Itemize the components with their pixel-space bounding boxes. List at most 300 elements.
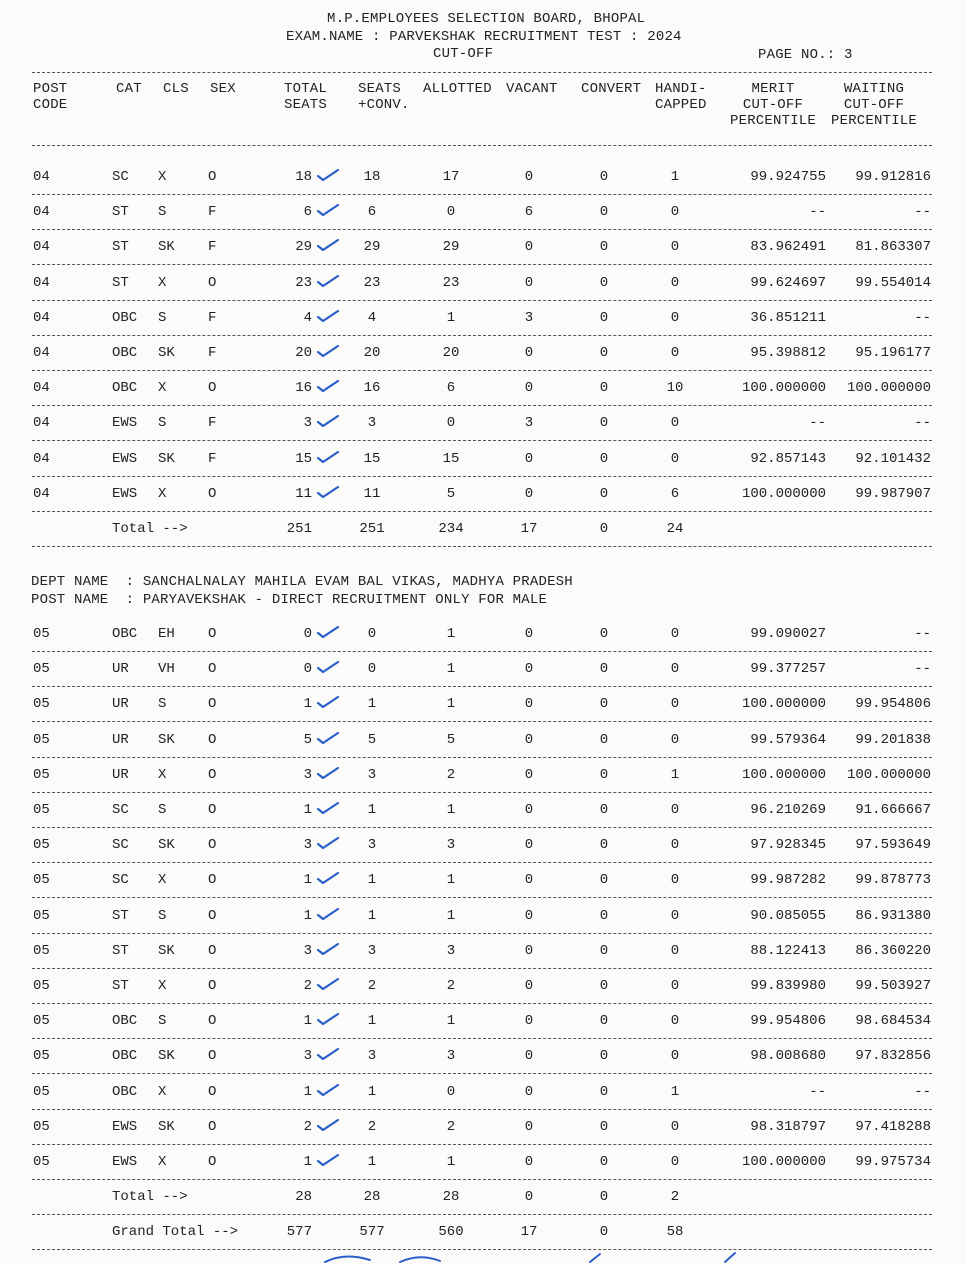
table-row [0, 732, 966, 752]
cell-waiting-cutoff: 100.000000 [846, 766, 931, 783]
table-row [0, 486, 966, 506]
cell-total-seats: 1 [303, 907, 312, 924]
cell-vacant: 0 [524, 978, 534, 994]
cell-merit-cutoff: 99.839980 [750, 978, 826, 994]
row-divider [32, 897, 932, 898]
cell-handicapped: 0 [670, 731, 680, 748]
cell-cat: EWS [112, 450, 138, 467]
cell-allotted: 1 [446, 1013, 456, 1030]
col-total-seats: TOTAL SEATS [284, 81, 328, 113]
cell-cat: SC [112, 872, 129, 889]
cell-sex: O [208, 731, 217, 748]
row-divider [32, 476, 932, 477]
cell-waiting-cutoff: 95.196177 [855, 345, 931, 361]
cell-sex: O [208, 169, 217, 185]
table-row [0, 239, 966, 259]
cell-handicapped: 0 [670, 1154, 680, 1170]
page-number: PAGE NO.: 3 [758, 47, 853, 63]
row-divider [32, 1038, 932, 1039]
cell-cat: EWS [112, 415, 138, 432]
cell-cls: S [158, 415, 167, 432]
cell-post-code: 05 [33, 1118, 50, 1135]
checkmark-icon [316, 167, 340, 183]
col-post-code: POST CODE [33, 81, 68, 113]
cell-vacant: 0 [524, 345, 534, 361]
table-row [0, 837, 966, 857]
table-row [0, 1013, 966, 1033]
table-row [0, 767, 966, 787]
cell-handicapped: 0 [670, 1048, 680, 1065]
cell-cat: UR [112, 731, 129, 748]
table-row [0, 696, 966, 716]
row-divider [32, 194, 932, 195]
cell-seats-conv: 29 [363, 239, 381, 256]
cell-vacant: 0 [524, 1083, 534, 1100]
cell-allotted: 1 [446, 872, 456, 889]
cell-merit-cutoff: 100.000000 [741, 766, 826, 783]
cell-vacant: 0 [524, 380, 534, 397]
table-row [0, 310, 966, 330]
cell-handicapped: 0 [670, 309, 680, 326]
col-allotted: ALLOTTED [423, 81, 492, 97]
cell-merit-cutoff: 88.122413 [750, 942, 826, 959]
cell-handicapped: 0 [670, 450, 680, 467]
checkmark-icon [316, 835, 340, 851]
row-divider [32, 370, 932, 371]
cell-cls: VH [158, 661, 175, 678]
row-divider [32, 1144, 932, 1145]
post-name: POST NAME : PARYAVEKSHAK - DIRECT RECRUITMENT ONLY FOR MALE [31, 592, 548, 608]
cell-sex: O [208, 274, 217, 291]
checkmark-icon [316, 202, 340, 218]
cell-handicapped: 1 [670, 766, 680, 783]
total-value: 28 [442, 1189, 460, 1206]
cell-post-code: 05 [33, 1013, 50, 1030]
cell-cat: ST [112, 239, 129, 256]
total-row [0, 521, 966, 541]
cell-handicapped: 0 [670, 907, 680, 924]
table-row [0, 380, 966, 400]
cell-total-seats: 5 [303, 731, 312, 748]
cell-post-code: 05 [33, 766, 50, 783]
checkmark-icon [316, 343, 340, 359]
cell-cat: ST [112, 274, 129, 291]
cell-sex: O [208, 1013, 217, 1030]
cell-cat: ST [112, 204, 129, 221]
row-divider [32, 721, 932, 722]
total-value: 17 [520, 521, 538, 537]
table-row [0, 169, 966, 189]
cell-cls: X [158, 274, 167, 291]
cell-waiting-cutoff: 99.201838 [855, 731, 931, 748]
total-value: 251 [286, 521, 312, 537]
cell-allotted: 15 [442, 450, 460, 467]
total-value: 577 [359, 1224, 385, 1241]
cell-seats-conv: 11 [363, 485, 381, 502]
cell-total-seats: 6 [303, 204, 312, 221]
cell-allotted: 2 [446, 766, 456, 783]
checkmark-icon [316, 941, 340, 957]
cell-cls: SK [158, 731, 175, 748]
cell-total-seats: 20 [295, 345, 312, 361]
board-title: M.P.EMPLOYEES SELECTION BOARD, BHOPAL [327, 11, 646, 27]
cell-merit-cutoff: -- [809, 1083, 826, 1100]
cell-total-seats: 3 [303, 837, 312, 854]
cell-cls: SK [158, 1048, 175, 1065]
cell-handicapped: 0 [670, 274, 680, 291]
cell-allotted: 29 [442, 239, 460, 256]
cell-convert: 0 [599, 345, 609, 361]
row-divider [32, 440, 932, 441]
cell-cat: OBC [112, 309, 138, 326]
cell-cls: SK [158, 1118, 175, 1135]
cell-waiting-cutoff: -- [914, 1083, 931, 1100]
checkmark-icon [316, 273, 340, 289]
row-divider [32, 686, 932, 687]
cell-cat: OBC [112, 1013, 138, 1030]
row-divider [32, 335, 932, 336]
checkmark-icon [316, 800, 340, 816]
cell-cls: SK [158, 239, 175, 256]
row-divider [32, 933, 932, 934]
cell-total-seats: 0 [303, 661, 312, 678]
exam-name: EXAM.NAME : PARVEKSHAK RECRUITMENT TEST : 2024 [286, 29, 682, 45]
cell-allotted: 1 [446, 309, 456, 326]
cell-sex: O [208, 978, 217, 994]
row-divider [32, 827, 932, 828]
table-row [0, 1084, 966, 1104]
cell-vacant: 0 [524, 661, 534, 678]
cell-post-code: 05 [33, 1083, 50, 1100]
cell-sex: O [208, 696, 217, 713]
table-row [0, 345, 966, 365]
cell-merit-cutoff: 100.000000 [741, 696, 826, 713]
cell-waiting-cutoff: 81.863307 [855, 239, 931, 256]
cell-total-seats: 16 [295, 380, 312, 397]
cell-waiting-cutoff: 97.832856 [855, 1048, 931, 1065]
cell-post-code: 04 [33, 345, 50, 361]
cell-cls: S [158, 696, 167, 713]
cell-seats-conv: 3 [367, 837, 377, 854]
cell-sex: O [208, 907, 217, 924]
total-value: 24 [666, 521, 684, 537]
cell-cat: UR [112, 661, 129, 678]
total-label: Grand Total --> [112, 1224, 239, 1241]
cell-convert: 0 [599, 626, 609, 642]
cell-vacant: 3 [524, 309, 534, 326]
cell-convert: 0 [599, 450, 609, 467]
cell-handicapped: 10 [666, 380, 684, 397]
cell-cat: OBC [112, 1048, 138, 1065]
cell-cls: S [158, 802, 167, 818]
cell-cat: UR [112, 696, 129, 713]
cell-allotted: 5 [446, 485, 456, 502]
cell-sex: O [208, 766, 217, 783]
cell-sex: O [208, 872, 217, 889]
checkmark-icon [316, 659, 340, 675]
cell-total-seats: 1 [303, 1013, 312, 1030]
cell-cat: OBC [112, 345, 138, 361]
cell-total-seats: 1 [303, 1083, 312, 1100]
cell-seats-conv: 1 [367, 696, 377, 713]
cell-sex: F [208, 450, 217, 467]
row-divider [32, 511, 932, 512]
cell-post-code: 04 [33, 380, 50, 397]
cell-merit-cutoff: 97.928345 [750, 837, 826, 854]
cell-cls: X [158, 1154, 167, 1170]
cell-allotted: 0 [446, 1083, 456, 1100]
cell-allotted: 1 [446, 661, 456, 678]
cell-cls: SK [158, 942, 175, 959]
cell-post-code: 04 [33, 169, 50, 185]
cell-allotted: 23 [442, 274, 460, 291]
table-row [0, 275, 966, 295]
cell-seats-conv: 3 [367, 415, 377, 432]
cell-waiting-cutoff: 99.554014 [855, 274, 931, 291]
cell-waiting-cutoff: 99.987907 [855, 485, 931, 502]
checkmark-icon [316, 694, 340, 710]
cell-cat: OBC [112, 1083, 138, 1100]
total-value: 17 [520, 1224, 538, 1241]
cell-post-code: 05 [33, 626, 50, 642]
cell-waiting-cutoff: -- [914, 309, 931, 326]
cell-cls: EH [158, 626, 175, 642]
cell-handicapped: 6 [670, 485, 680, 502]
cell-allotted: 1 [446, 696, 456, 713]
cell-sex: O [208, 1154, 217, 1170]
cell-convert: 0 [599, 696, 609, 713]
cell-post-code: 04 [33, 415, 50, 432]
cell-handicapped: 0 [670, 872, 680, 889]
cell-handicapped: 1 [670, 1083, 680, 1100]
cell-total-seats: 18 [295, 169, 312, 185]
cell-vacant: 0 [524, 274, 534, 291]
cell-post-code: 05 [33, 1154, 50, 1170]
cell-cls: S [158, 204, 167, 221]
cell-total-seats: 4 [303, 309, 312, 326]
checkmark-icon [316, 484, 340, 500]
cell-handicapped: 1 [670, 169, 680, 185]
cell-cls: S [158, 907, 167, 924]
cell-post-code: 05 [33, 696, 50, 713]
cell-sex: O [208, 380, 217, 397]
cell-allotted: 0 [446, 204, 456, 221]
cell-seats-conv: 3 [367, 1048, 377, 1065]
cell-convert: 0 [599, 380, 609, 397]
cell-sex: O [208, 802, 217, 818]
cell-vacant: 6 [524, 204, 534, 221]
cell-merit-cutoff: 99.987282 [750, 872, 826, 889]
cell-waiting-cutoff: 86.931380 [855, 907, 931, 924]
cell-sex: O [208, 485, 217, 502]
cell-waiting-cutoff: 97.418288 [855, 1118, 931, 1135]
cell-sex: O [208, 942, 217, 959]
cell-post-code: 05 [33, 837, 50, 854]
cell-cls: SK [158, 837, 175, 854]
cell-sex: O [208, 837, 217, 854]
cell-allotted: 1 [446, 802, 456, 818]
cell-cat: EWS [112, 1154, 138, 1170]
cell-cls: X [158, 485, 167, 502]
cell-seats-conv: 16 [363, 380, 381, 397]
cell-sex: F [208, 204, 217, 221]
cell-seats-conv: 15 [363, 450, 381, 467]
cell-total-seats: 23 [295, 274, 312, 291]
cell-waiting-cutoff: 99.975734 [855, 1154, 931, 1170]
cell-waiting-cutoff: 99.878773 [855, 872, 931, 889]
cell-merit-cutoff: -- [809, 415, 826, 432]
table-row [0, 1048, 966, 1068]
cell-total-seats: 2 [303, 978, 312, 994]
cell-merit-cutoff: 83.962491 [750, 239, 826, 256]
cell-vacant: 0 [524, 837, 534, 854]
cell-cls: X [158, 380, 167, 397]
cell-cat: EWS [112, 1118, 138, 1135]
cutoff-subtitle: CUT-OFF [433, 46, 494, 62]
cell-total-seats: 3 [303, 942, 312, 959]
checkmark-icon [316, 730, 340, 746]
cell-post-code: 05 [33, 802, 50, 818]
cell-cat: UR [112, 766, 129, 783]
cell-convert: 0 [599, 942, 609, 959]
cell-convert: 0 [599, 1083, 609, 1100]
cell-cat: SC [112, 837, 129, 854]
cell-merit-cutoff: 99.954806 [750, 1013, 826, 1030]
cell-vacant: 0 [524, 239, 534, 256]
cell-post-code: 05 [33, 731, 50, 748]
cell-vacant: 0 [524, 1118, 534, 1135]
cell-seats-conv: 1 [367, 1154, 377, 1170]
cell-waiting-cutoff: 91.666667 [855, 802, 931, 818]
cell-waiting-cutoff: 92.101432 [855, 450, 931, 467]
total-value: 28 [295, 1189, 312, 1206]
row-divider [32, 1214, 932, 1215]
cell-seats-conv: 0 [367, 626, 377, 642]
cell-post-code: 05 [33, 1048, 50, 1065]
cell-total-seats: 1 [303, 872, 312, 889]
cell-convert: 0 [599, 274, 609, 291]
checkmark-icon [316, 765, 340, 781]
cell-post-code: 04 [33, 274, 50, 291]
cell-merit-cutoff: 99.924755 [750, 169, 826, 185]
cell-total-seats: 15 [295, 450, 312, 467]
cell-vacant: 0 [524, 1048, 534, 1065]
cell-allotted: 0 [446, 415, 456, 432]
cell-handicapped: 0 [670, 204, 680, 221]
cell-vacant: 0 [524, 696, 534, 713]
cell-convert: 0 [599, 309, 609, 326]
cell-sex: F [208, 415, 217, 432]
col-seats-conv: SEATS +CONV. [358, 81, 410, 113]
cell-convert: 0 [599, 872, 609, 889]
cell-sex: F [208, 309, 217, 326]
cell-total-seats: 1 [303, 1154, 312, 1170]
row-divider [32, 1109, 932, 1110]
total-value: 0 [524, 1189, 534, 1206]
cell-merit-cutoff: 99.624697 [750, 274, 826, 291]
row-divider [32, 546, 932, 547]
cell-allotted: 1 [446, 1154, 456, 1170]
cell-waiting-cutoff: 98.684534 [855, 1013, 931, 1030]
cell-post-code: 05 [33, 942, 50, 959]
checkmark-icon [316, 906, 340, 922]
divider [32, 72, 932, 73]
checkmark-icon [316, 624, 340, 640]
col-merit: MERIT CUT-OFF PERCENTILE [730, 81, 817, 129]
row-divider [32, 405, 932, 406]
total-value: 2 [670, 1189, 680, 1206]
cell-vacant: 0 [524, 942, 534, 959]
total-value: 234 [438, 521, 464, 537]
cell-convert: 0 [599, 1154, 609, 1170]
cell-total-seats: 3 [303, 1048, 312, 1065]
cell-vacant: 0 [524, 626, 534, 642]
cell-seats-conv: 1 [367, 1013, 377, 1030]
cell-allotted: 3 [446, 1048, 456, 1065]
col-sex: SEX [210, 81, 236, 97]
checkmark-icon [316, 1117, 340, 1133]
cell-post-code: 04 [33, 485, 50, 502]
cell-waiting-cutoff: 100.000000 [846, 380, 931, 397]
cell-seats-conv: 1 [367, 872, 377, 889]
cell-total-seats: 1 [303, 802, 312, 818]
row-divider [32, 300, 932, 301]
cell-total-seats: 3 [303, 415, 312, 432]
cell-cls: SK [158, 345, 175, 361]
total-value: 28 [363, 1189, 381, 1206]
cell-convert: 0 [599, 169, 609, 185]
cell-vacant: 0 [524, 907, 534, 924]
col-cat: CAT [116, 81, 142, 97]
cell-total-seats: 11 [295, 485, 312, 502]
cell-allotted: 6 [446, 380, 456, 397]
checkmark-icon [316, 1152, 340, 1168]
checkmark-icon [316, 1082, 340, 1098]
cell-vacant: 3 [524, 415, 534, 432]
total-value: 577 [286, 1224, 312, 1241]
cell-vacant: 0 [524, 766, 534, 783]
cell-convert: 0 [599, 731, 609, 748]
cell-vacant: 0 [524, 1013, 534, 1030]
cell-handicapped: 0 [670, 1118, 680, 1135]
cell-merit-cutoff: 100.000000 [741, 380, 826, 397]
table-row [0, 626, 966, 646]
cell-total-seats: 3 [303, 766, 312, 783]
table-row [0, 661, 966, 681]
cell-convert: 0 [599, 978, 609, 994]
cell-convert: 0 [599, 1118, 609, 1135]
checkmark-icon [316, 413, 340, 429]
cell-convert: 0 [599, 239, 609, 256]
cell-handicapped: 0 [670, 415, 680, 432]
cell-merit-cutoff: 99.377257 [750, 661, 826, 678]
row-divider [32, 1003, 932, 1004]
col-convert: CONVERT [581, 81, 642, 97]
cell-post-code: 05 [33, 978, 50, 994]
row-divider [32, 651, 932, 652]
cell-waiting-cutoff: -- [914, 204, 931, 221]
row-divider [32, 792, 932, 793]
table-row [0, 872, 966, 892]
cell-cat: ST [112, 907, 129, 924]
cell-sex: O [208, 1083, 217, 1100]
checkmark-icon [316, 870, 340, 886]
cell-convert: 0 [599, 415, 609, 432]
cell-allotted: 1 [446, 907, 456, 924]
table-row [0, 1154, 966, 1174]
cell-convert: 0 [599, 1013, 609, 1030]
cell-vacant: 0 [524, 485, 534, 502]
